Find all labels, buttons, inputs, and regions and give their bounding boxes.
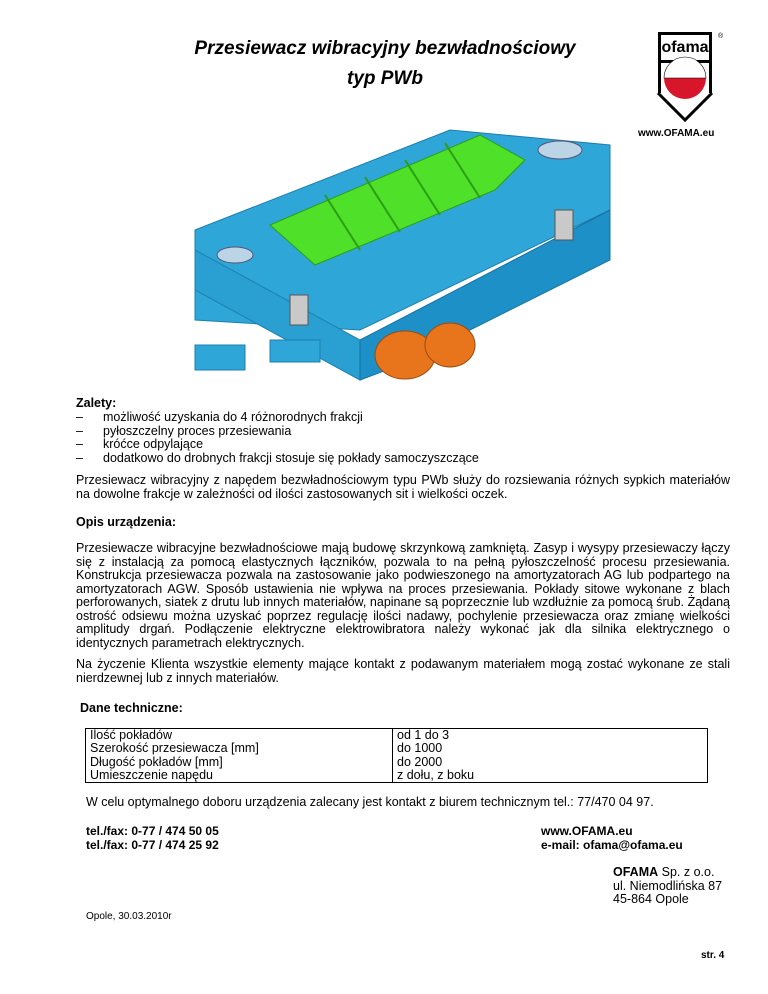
- company-name: OFAMA: [613, 865, 659, 879]
- description-paragraph: Przesiewacze wibracyjne bezwładnościowe mają budowę skrzynkową zamkniętą. Zasyp i wysypy przesiewaczy łączy się z instalacją za pomocą elastycznych łączników, pozwala to na pełną pyłoszczelność procesu przesiewania. Konstrukcja przesiewacza pozwala na zastosowanie jako podwieszonego na amortyzatorach AG lub podpartego na amortyzatorach AGW. Sposób ustawienia nie wpływa na proces przesiewania. Pokłady sitowe wykonane z blach perforowanych, siatek z drutu lub innych materiałów, napinane są poprzecznie lub wzdłużnie za pomocą śrub. Żądaną ostrość odsiewu można uzyskać poprzez regulację ilości nadawy, pochylenie przesiewacza oraz zmianę wielkości amplitudy drgań. Podłączenie elektryczne elektrowibratora należy wykonać jak dla silnika elektrycznego o identycznych parametrach elektrycznych.: [76, 541, 730, 650]
- logo-registered: ®: [718, 33, 724, 40]
- screen-machine-illustration: [150, 120, 630, 390]
- document-subtitle: typ PWb: [347, 68, 423, 89]
- street: ul. Niemodlińska 87: [613, 878, 723, 893]
- website-link[interactable]: www.OFAMA.eu: [541, 824, 633, 838]
- damper-right: [555, 210, 573, 240]
- list-item: – możliwość uzyskania do 4 różnorodnych frakcji: [76, 410, 363, 424]
- advantages-title: Zalety:: [76, 396, 117, 410]
- page-number: str. 4: [701, 950, 725, 961]
- damper-left: [290, 295, 308, 325]
- ofama-logo: [652, 28, 722, 124]
- inlet-port: [217, 247, 253, 263]
- table-row: Szerokość przesiewacza [mm] do 1000: [86, 742, 708, 756]
- logo-red-shape: [664, 78, 706, 99]
- list-item: – pyłoszczelny proces przesiewania: [76, 423, 292, 438]
- logo-url: www.OFAMA.eu: [638, 128, 715, 139]
- phone-fax-2: tel./fax: 0-77 / 474 25 92: [86, 838, 219, 852]
- description-title: Opis urządzenia:: [76, 515, 177, 529]
- list-item: – króćce odpylające: [76, 437, 204, 451]
- intro-paragraph: Przesiewacz wibracyjny z napędem bezwładnościowym typu PWb służy do rozsiewania różnych sypkich materiałów na dowolne frakcje w zależności od ilości zastosowanych sit i wielkości oczek.: [76, 473, 730, 501]
- outlet-port: [538, 141, 582, 159]
- table-row: Umieszczenie napędu z dołu, z boku: [86, 769, 708, 783]
- tech-data-table: [85, 728, 708, 783]
- document-date: Opole, 30.03.2010r: [86, 911, 172, 922]
- city: 45-864 Opole: [613, 892, 689, 906]
- phone-fax-1: tel./fax: 0-77 / 474 50 05: [86, 824, 219, 838]
- document-title: Przesiewacz wibracyjny bezwładnościowy: [194, 38, 576, 59]
- list-item: – dodatkowo do drobnych frakcji stosuje się pokłady samoczyszczące: [76, 450, 479, 465]
- table-row: Ilość pokładów od 1 do 3: [86, 729, 708, 743]
- tech-data-title: Dane techniczne:: [80, 701, 183, 715]
- table-row: Długość pokładów [mm] do 2000: [86, 756, 708, 770]
- company-address: OFAMA Sp. z o.o. ul. Niemodlińska 87 45-864 Opole: [613, 865, 723, 906]
- contact-note: W celu optymalnego doboru urządzenia zalecany jest kontakt z biurem technicznym tel.: 77/470 04 97.: [86, 795, 654, 809]
- email-link[interactable]: e-mail: ofama@ofama.eu: [541, 838, 683, 852]
- logo-text: ofama: [661, 39, 709, 56]
- advantages-list: [76, 411, 479, 465]
- vibration-motor-2: [425, 323, 475, 367]
- materials-note: Na życzenie Klienta wszystkie elementy mające kontakt z podawanym materiałem mogą zostać wykonane ze stali nierdzewnej lub z innych materiałów.: [76, 657, 730, 685]
